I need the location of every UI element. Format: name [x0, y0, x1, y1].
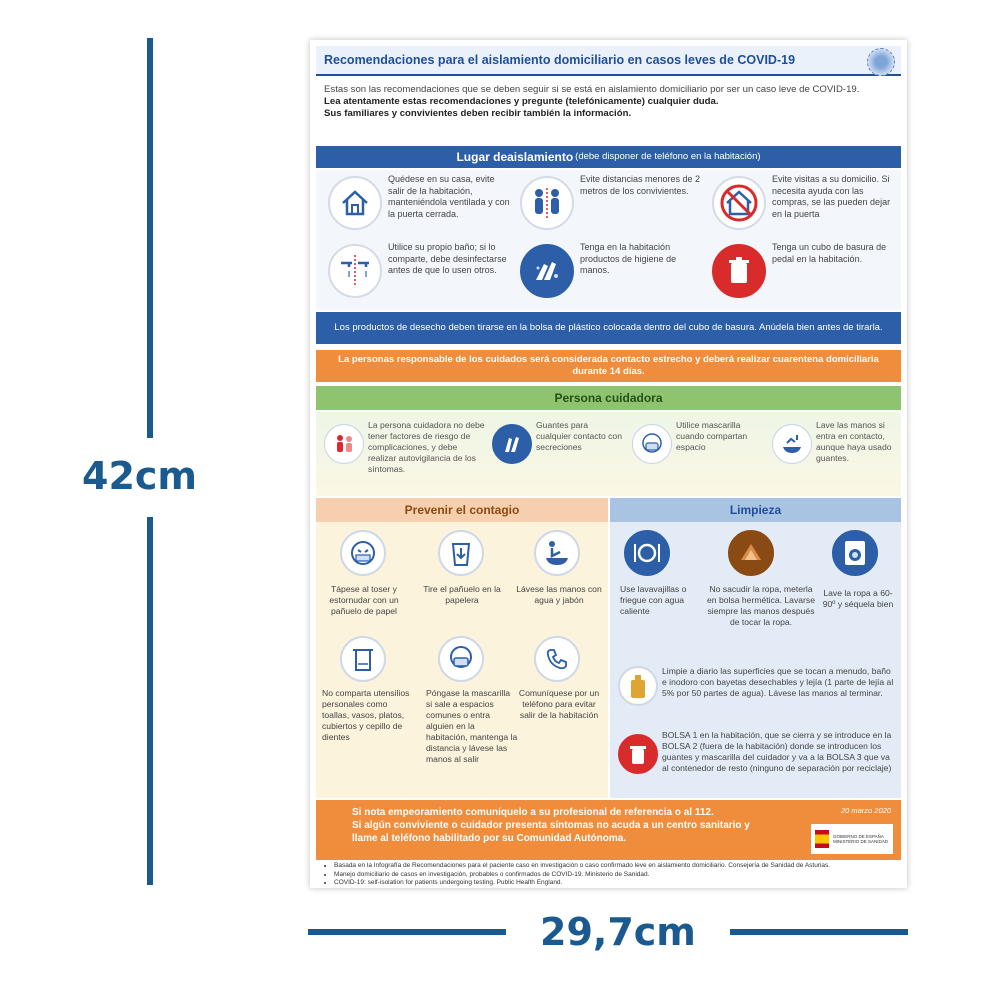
virus-icon [867, 48, 895, 76]
limpieza-item-text: BOLSA 1 en la habitación, que se cierra y se introduce en la BOLSA 2 (fuera de la habitación) donde se introducen los guantes y mascarilla del cuidador y va a la BOLSA 3 que va al contenedor de resto (ninguno de separación por reciclaje) [662, 730, 892, 773]
cuidadora-item [492, 420, 622, 490]
limpieza-section [610, 498, 901, 798]
dish-cutlery-icon [624, 530, 670, 576]
cuidadora-item-text: Lave las manos si entra en contacto, aunque haya usado guantes. [816, 420, 892, 463]
footnotes [324, 862, 899, 888]
footnote-item: • Manejo domiciliario de casos en investigación, probables o confirmados de COVID-19. Ministerio de Sanidad. [334, 871, 899, 880]
house-icon [328, 176, 382, 230]
quarantine-band: La personas responsable de los cuidados será considerada contacto estrecho y deberá realizar cuarentena domiciliaria durante 14 días. [316, 350, 901, 382]
prevenir-section [316, 498, 608, 798]
limpieza-item-text: Lave la ropa a 60-90º y séquela bien [822, 588, 894, 609]
height-dimension-line-bottom [147, 517, 153, 885]
cuidadora-item [772, 420, 898, 490]
pedal-bin-icon [712, 244, 766, 298]
lugar-item-text: Evite distancias menores de 2 metros de los convivientes. [580, 174, 701, 196]
handwash-icon [772, 424, 812, 464]
lugar-item [516, 242, 706, 308]
cuidadora-item-text: Utilice mascarilla cuando compartan espacio [676, 420, 748, 452]
prevenir-item-text: Tápese al toser y estornudar con un pañuelo de papel [329, 584, 399, 616]
limpieza-heading: Limpieza [610, 498, 901, 522]
width-dimension-line-left [308, 929, 506, 935]
prevenir-item-text: Lávese las manos con agua y jabón [516, 584, 602, 605]
footnote-item: • COVID-19: self-isolation for patients undergoing testing. Public Health England. [334, 879, 899, 888]
lugar-item-text: Tenga en la habitación productos de higiene de manos. [580, 242, 677, 275]
wastebasket-icon [438, 530, 484, 576]
warning-line-2: Si algún conviviente o cuidador presenta síntomas no acuda a un centro sanitario y llame al teléfono habilitado por su Comunidad Autónoma. [352, 820, 750, 844]
lugar-item [516, 174, 706, 240]
lugar-heading-band [316, 146, 901, 168]
washing-machine-icon [832, 530, 878, 576]
bleach-bottle-icon [618, 666, 658, 706]
prevenir-item-text: Póngase la mascarilla si sale a espacios comunes o entra alguien en la habitación, mantenga la distancia y lávese las manos al salir [426, 688, 518, 764]
bathroom-tap-icon [328, 244, 382, 298]
warning-line-1: Si nota empeoramiento comuníquelo a su profesional de referencia o al 112. [352, 807, 714, 818]
cuidadora-heading: Persona cuidadora [316, 386, 901, 410]
cuidadora-item [632, 420, 762, 490]
gloves-icon [492, 424, 532, 464]
spain-coat-icon [815, 830, 829, 848]
prevenir-item-text: Comuníquese por un teléfono para evitar salir de la habitación [518, 688, 600, 720]
limpieza-item-text: Limpie a diario las superficies que se tocan a menudo, baño e inodoro con bayetas desechables y lejía (1 parte de lejía al 5% por 50 partes de agua). Lávese las manos al terminar. [662, 666, 894, 698]
intro-paragraph-2: Lea atentamente estas recomendaciones y pregunte (telefónicamente) cualquier duda. [324, 96, 719, 107]
prevenir-heading: Prevenir el contagio [316, 498, 608, 522]
limpieza-item-text: Use lavavajillas o friegue con agua caliente [620, 584, 687, 616]
prevenir-item-text: Tire el pañuelo en la papelera [423, 584, 501, 605]
ministry-logo [811, 824, 893, 854]
limpieza-item-text: No sacudir la ropa, meterla en bolsa hermética. Lavarse siempre las manos después de tocar la ropa. [707, 584, 815, 627]
poster [310, 40, 907, 888]
cuidadora-section [316, 412, 901, 496]
intro-paragraph-1: Estas son las recomendaciones que se deben seguir si se está en aislamiento domiciliario por ser un caso leve de COVID-19. [324, 84, 860, 95]
footnote-item: • Basada en la Infografía de Recomendaciones para el paciente caso en investigación o caso confirmado leve en aislamiento domiciliario. Consejería de Sanidad de Asturias. [334, 862, 899, 871]
clothes-pile-icon [728, 530, 774, 576]
lugar-item-text: Tenga un cubo de basura de pedal en la habitación. [772, 242, 887, 264]
intro-text [324, 84, 894, 120]
cuidadora-item-text: Guantes para cualquier contacto con secreciones [536, 420, 622, 452]
lugar-item [708, 242, 898, 308]
title-bar [316, 46, 901, 76]
logo-text: GOBIERNO DE ESPAÑA MINISTERIO DE SANIDAD [833, 833, 889, 844]
waste-band: Los productos de desecho deben tirarse en la bolsa de plástico colocada dentro del cubo de basura. Anúdela bien antes de tirarla. [316, 312, 901, 344]
prevenir-item-text: No comparta utensilios personales como toallas, vasos, platos, cubiertos y cepillo de dientes [322, 688, 410, 742]
waste-bin-icon [618, 734, 658, 774]
height-dimension-label: 42cm [82, 454, 198, 498]
lugar-item [324, 174, 514, 240]
handwash-sink-icon [534, 530, 580, 576]
intro-paragraph-3: Sus familiares y convivientes deben recibir también la información. [324, 108, 632, 119]
date-tag: 20 marzo 2020 [840, 806, 891, 815]
poster-title: Recomendaciones para el aislamiento domiciliario en casos leves de COVID-19 [324, 53, 796, 67]
telephone-icon [534, 636, 580, 682]
mask-face-icon [438, 636, 484, 682]
lugar-grid [316, 170, 901, 310]
lugar-item-text: Quédese en su casa, evite salir de la habitación, manteniéndola ventilada y con la puerta cerrada. [388, 174, 510, 219]
face-mask-icon [632, 424, 672, 464]
towel-icon [340, 636, 386, 682]
sneeze-tissue-icon [340, 530, 386, 576]
lugar-item [708, 174, 898, 240]
distance-people-icon [520, 176, 574, 230]
height-dimension-line-top [147, 38, 153, 438]
lugar-heading-note: (debe disponer de teléfono en la habitación) [575, 151, 761, 162]
lugar-item [324, 242, 514, 308]
caregiver-people-icon [324, 424, 364, 464]
lugar-heading: Lugar deaislamiento [456, 150, 574, 164]
no-visits-icon [712, 176, 766, 230]
cuidadora-item-text: La persona cuidadora no debe tener factores de riesgo de complicaciones, y debe realizar autovigilancia de los síntomas. [368, 420, 485, 474]
lugar-item-text: Evite visitas a su domicilio. Si necesita ayuda con las compras, se las pueden dejar en la puerta [772, 174, 891, 219]
hand-hygiene-icon [520, 244, 574, 298]
width-dimension-line-right [730, 929, 908, 935]
width-dimension-label: 29,7cm [540, 910, 696, 954]
lugar-item-text: Utilice su propio baño; si lo comparte, debe desinfectarse antes de que lo usen otros. [388, 242, 507, 275]
cuidadora-item [324, 420, 484, 490]
